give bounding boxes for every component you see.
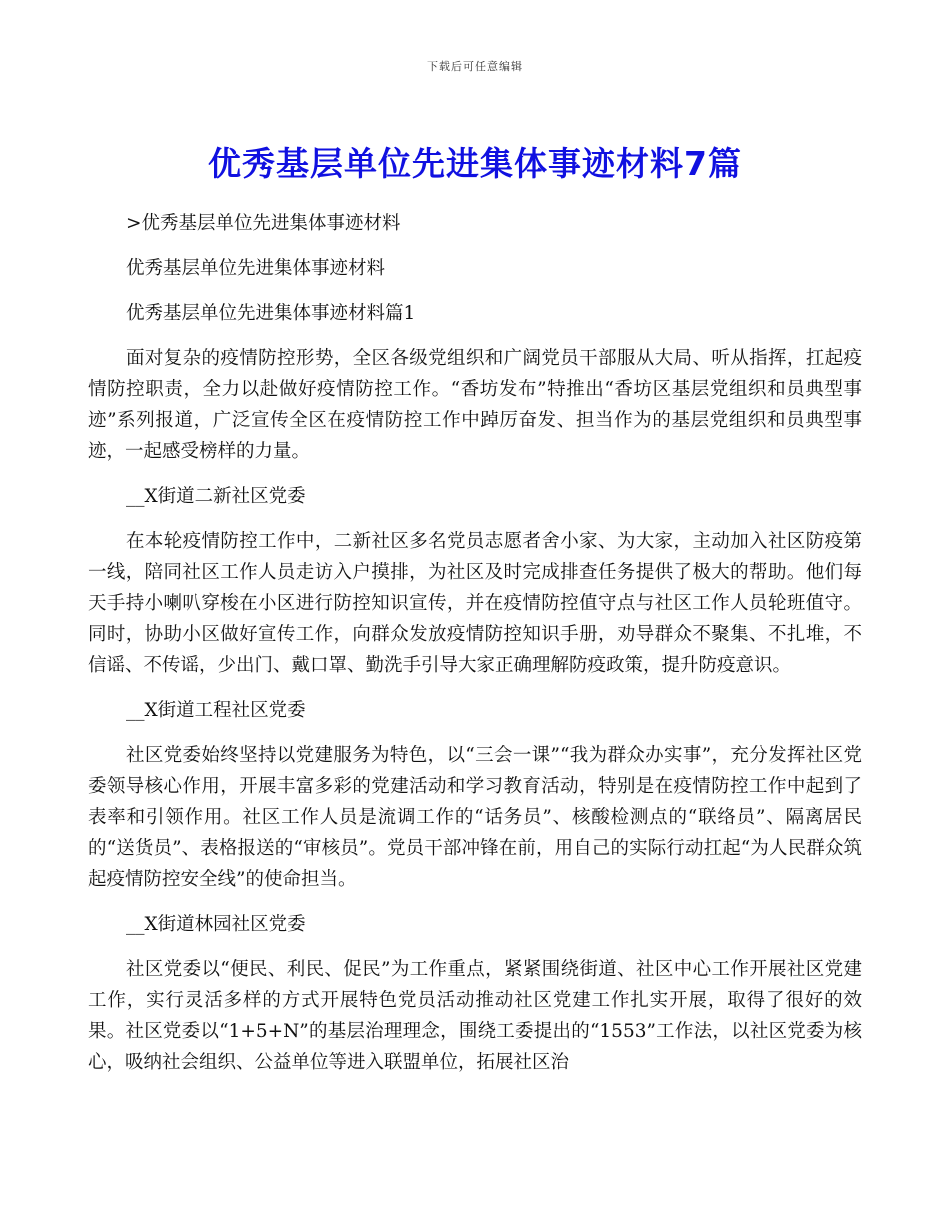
document-title: 优秀基层单位先进集体事迹材料7篇 — [208, 144, 742, 183]
header-note: 下载后可任意编辑 — [427, 60, 523, 73]
heading-erxin-community: __X街道二新社区党委 — [126, 486, 306, 507]
heading-gongcheng-community: __X街道工程社区党委 — [126, 700, 306, 721]
section-heading: 优秀基层单位先进集体事迹材料篇1 — [126, 303, 416, 324]
subtitle-line: 优秀基层单位先进集体事迹材料 — [126, 258, 386, 279]
document-body — [88, 208, 862, 1092]
paragraph-linyuan-community: 社区党委以“便民、利民、促民”为工作重点，紧紧围绕街道、社区中心工作开展社区党建工作，实行灵活多样的方式开展特色党员活动推动社区党建工作扎实开展，取得了很好的效果。社区党委以“1+5+N”的基层治理理念，围绕工委提出的“1553”工作法，以社区党委为核心，吸纳社会组织、公益单位等进入联盟单位，拓展社区治 — [88, 959, 862, 1073]
paragraph-gongcheng-community: 社区党委始终坚持以党建服务为特色，以“三会一课”“我为群众办实事”，充分发挥社区党委领导核心作用，开展丰富多彩的党建活动和学习教育活动，特别是在疫情防控工作中起到了表率和引领作用。社区工作人员是流调工作的“话务员”、核酸检测点的“联络员”、隔离居民的“送货员”、表格报送的“审核员”。党员干部冲锋在前，用自己的实际行动扛起“为人民群众筑起疫情防控安全线”的使命担当。 — [88, 745, 862, 890]
breadcrumb-line: >优秀基层单位先进集体事迹材料 — [126, 213, 401, 234]
paragraph-intro: 面对复杂的疫情防控形势，全区各级党组织和广阔党员干部服从大局、听从指挥，扛起疫情防控职责，全力以赴做好疫情防控工作。“香坊发布”特推出“香坊区基层党组织和员典型事迹”系列报道，广泛宣传全区在疫情防控工作中踔厉奋发、担当作为的基层党组织和员典型事迹，一起感受榜样的力量。 — [88, 348, 862, 462]
paragraph-erxin-community: 在本轮疫情防控工作中，二新社区多名党员志愿者舍小家、为大家，主动加入社区防疫第一线，陪同社区工作人员走访入户摸排，为社区及时完成排查任务提供了极大的帮助。他们每天手持小喇叭穿梭在小区进行防控知识宣传，并在疫情防控值守点与社区工作人员轮班值守。同时，协助小区做好宣传工作，向群众发放疫情防控知识手册，劝导群众不聚集、不扎堆，不信谣、不传谣，少出门、戴口罩、勤洗手引导大家正确理解防疫政策，提升防疫意识。 — [88, 531, 862, 676]
heading-linyuan-community: __X街道林园社区党委 — [126, 914, 306, 935]
